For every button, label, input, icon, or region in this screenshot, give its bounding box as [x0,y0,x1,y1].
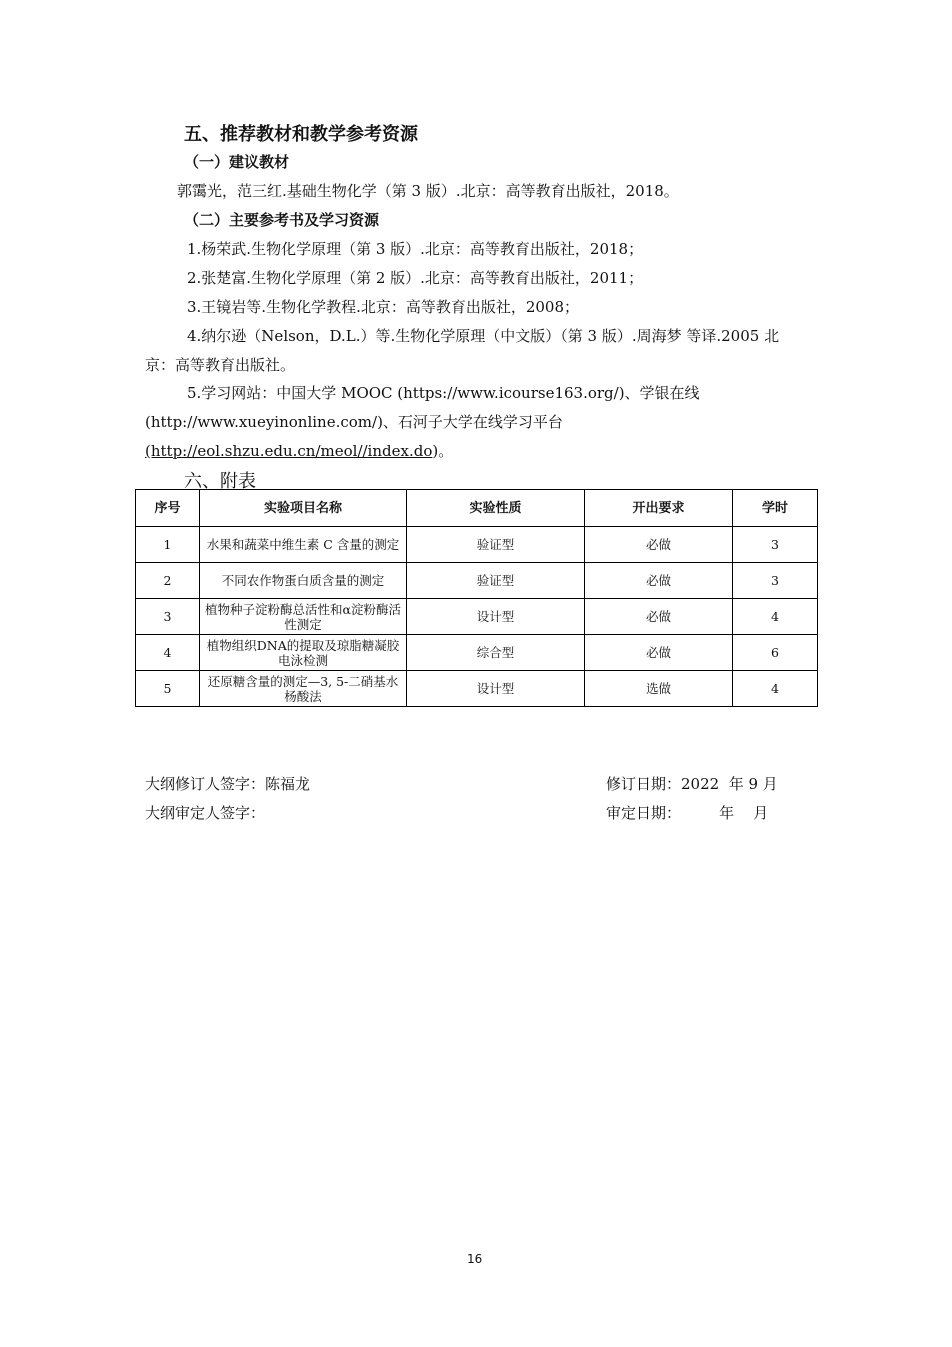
cell-name: 不同农作物蛋白质含量的测定 [200,563,407,599]
eol-link[interactable]: (http://eol.shzu.edu.cn/meol//index.do [145,442,433,460]
ref-item-5-line1: 5.学习网站：中国大学 MOOC (https://www.icourse163.org/)、学银在线 [187,384,700,402]
cell-index: 1 [136,527,200,563]
cell-requirement: 必做 [585,599,733,635]
cell-type: 设计型 [407,671,585,707]
table-header-row [136,490,818,527]
cell-hours: 4 [733,599,818,635]
revise-date: 修订日期：2022 年 9 月 [606,775,778,793]
cell-hours: 6 [733,635,818,671]
approver-signature: 大纲审定人签字： [145,804,266,822]
cell-requirement: 选做 [585,671,733,707]
cell-type: 综合型 [407,635,585,671]
section5-sub1: （一）建议教材 [184,153,290,171]
cell-type: 验证型 [407,563,585,599]
cell-hours: 4 [733,671,818,707]
cell-type: 验证型 [407,527,585,563]
cell-index: 4 [136,635,200,671]
cell-name: 还原糖含量的测定—3, 5-二硝基水杨酸法 [200,671,407,707]
cell-requirement: 必做 [585,563,733,599]
cell-hours: 3 [733,563,818,599]
ref-item-4: 4.纳尔逊（Nelson，D.L.）等.生物化学原理（中文版）（第 3 版）.周海梦 等译.2005 北 [187,327,780,345]
table-row [136,527,818,563]
header-name: 实验项目名称 [200,490,407,527]
cell-hours: 3 [733,527,818,563]
cell-requirement: 必做 [585,635,733,671]
table-row [136,635,818,671]
header-index: 序号 [136,490,200,527]
ref-item-1: 1.杨荣武.生物化学原理（第 3 版）.北京：高等教育出版社，2018； [187,240,644,258]
experiment-table [135,489,818,707]
section5-title: 五、推荐教材和教学参考资源 [184,124,418,145]
ref-item-5-end: )。 [432,442,454,460]
textbook-text: 郭霭光，范三红.基础生物化学（第 3 版）.北京：高等教育出版社，2018。 [177,182,679,200]
reviser-signature: 大纲修订人签字：陈福龙 [145,775,311,793]
header-requirement: 开出要求 [585,490,733,527]
table-row [136,599,818,635]
cell-index: 3 [136,599,200,635]
cell-name: 水果和蔬菜中维生素 C 含量的测定 [200,527,407,563]
cell-index: 5 [136,671,200,707]
section5-sub2: （二）主要参考书及学习资源 [184,211,380,229]
section6-title: 六、附表 [184,471,256,492]
header-type: 实验性质 [407,490,585,527]
ref-item-2: 2.张楚富.生物化学原理（第 2 版）.北京：高等教育出版社，2011； [187,269,644,287]
page-number: 16 [467,1252,483,1266]
header-hours: 学时 [733,490,818,527]
approve-date: 审定日期： 年 月 [606,804,769,822]
cell-requirement: 必做 [585,527,733,563]
ref-item-5-line2: (http://www.xueyinonline.com/)、石河子大学在线学习平台 [145,413,563,431]
ref-item-3: 3.王镜岩等.生物化学教程.北京：高等教育出版社，2008； [187,298,580,316]
ref-item-4-cont: 京：高等教育出版社。 [145,356,296,374]
table-row [136,671,818,707]
table-row [136,563,818,599]
cell-type: 设计型 [407,599,585,635]
cell-index: 2 [136,563,200,599]
ref-item-5-line3 [145,440,453,461]
cell-name: 植物种子淀粉酶总活性和α淀粉酶活性测定 [200,599,407,635]
cell-name: 植物组织DNA的提取及琼脂糖凝胶电泳检测 [200,635,407,671]
